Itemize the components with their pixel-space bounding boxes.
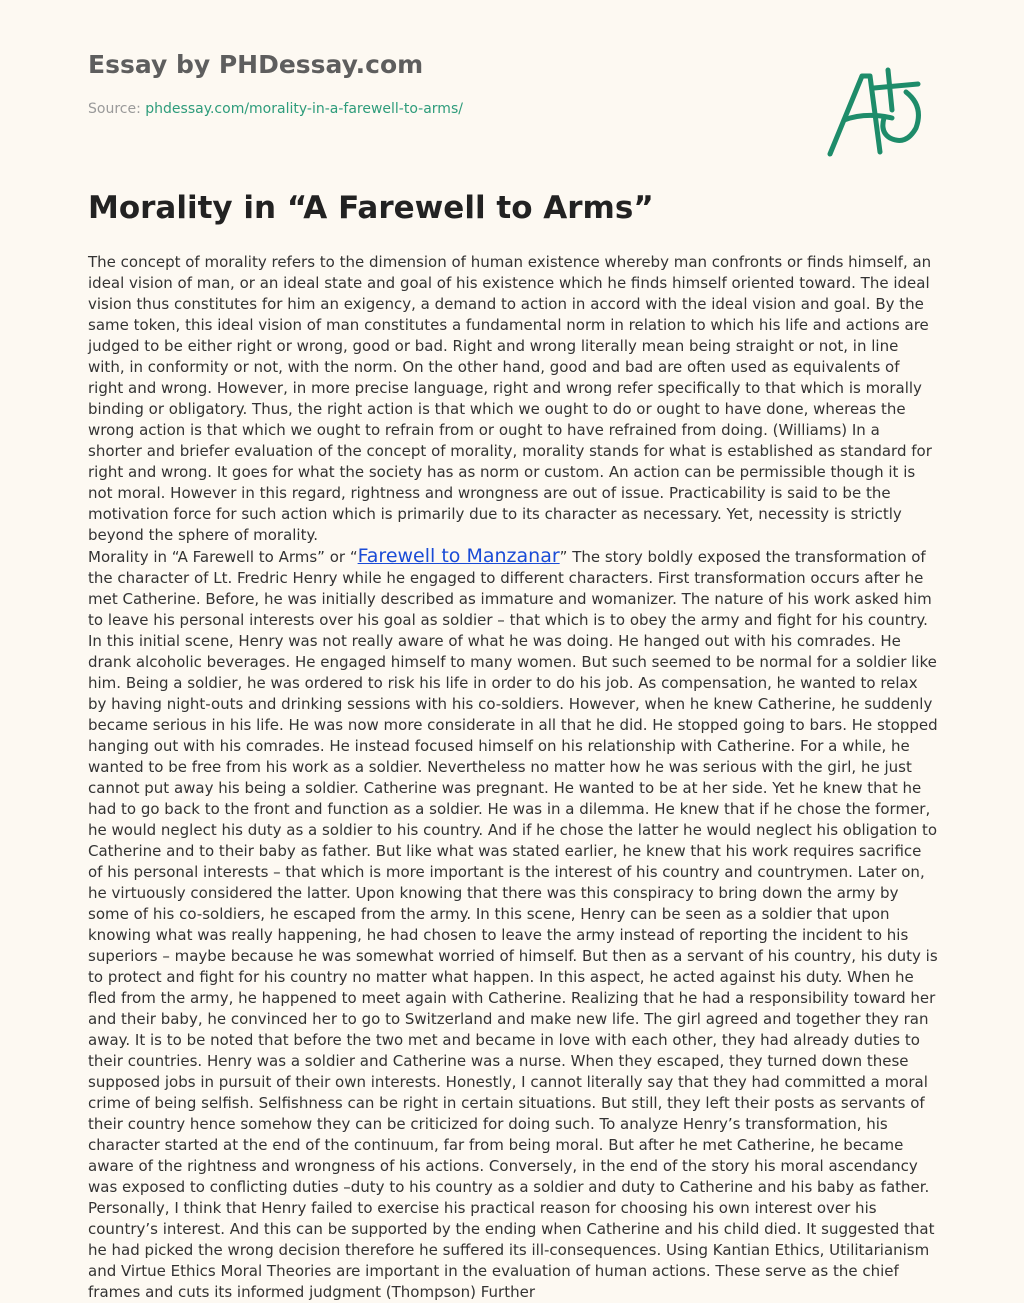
paragraph-2-text: ” The story boldly exposed the transformation of the character of Lt. Fredric Henry while he engaged to different characters. First transformation occurs after he met Catherine. Before, he was initially described as immature and womanizer. The nature of his work asked him to leave his personal interests over his goal as soldier – that which is to obey the army and fight for his country. In this initial scene, Henry was not really aware of what he was doing. He hanged out with his comrades. He drank alcoholic beverages. He engaged himself to many women. But such seemed to be normal for a soldier like him. Being a soldier, he was ordered to risk his life in order to do his job. As compensation, he wanted to relax by having night-outs and drinking sessions with his co-soldiers. However, when he knew Catherine, he suddenly became serious in his life. He was now more considerate in all that he did. He stopped going to bars. He stopped hanging out with his comrades. He instead focused himself on his relationship with Catherine. For a while, he wanted to be free from his work as a soldier. Nevertheless no matter how he was serious with the girl, he just cannot put away his being a soldier. Catherine was pregnant. He wanted to be at her side. Yet he knew that he had to go back to the front and function as a soldier. He was in a dilemma. He knew that if he chose the former, he would neglect his duty as a soldier to his country. And if he chose the latter he would neglect his obligation to Catherine and to their baby as father. But like what was stated earlier, he knew that his work requires sacrifice of his personal interests – that which is more important is the interest of his country and countrymen. Later on, he virtuously considered the latter. Upon knowing that there was this conspiracy to bring down the army by some of his co-soldiers, he escaped from the army. In this scene, Henry can be seen as a soldier that upon knowing what was really happening, he had chosen to leave the army instead of reporting the incident to his superiors – maybe because he was somewhat worried of himself. But then as a servant of his country, his duty is to protect and fight for his country no matter what happen. In this aspect, he acted against his duty. When he fled from the army, he happened to meet again with Catherine. Realizing that he had a responsibility toward her and their baby, he convinced her to go to Switzerland and make new life. The girl agreed and together they ran away. It is to be noted that before the two met and became in love with each other, they had already duties to their countries. Henry was a soldier and Catherine was a nurse. When they escaped, they turned down these supposed jobs in pursuit of their own interests. Honestly, I cannot literally say that they had committed a moral crime of being selfish. Selfishness can be right in certain situations. But still, they left their posts as servants of their country hence somehow they can be criticized for doing such. To analyze Henry’s transformation, his character started at the end of the continuum, far from being moral. But after he met Catherine, he became aware of the rightness and wrongness of his actions. Conversely, in the end of the story his moral ascendancy was exposed to conflicting duties –duty to his country as a soldier and duty to Catherine and his baby as father. Personally, I think that Henry failed to exercise his practical reason for choosing his own interest over his country’s interest. And this can be supported by the ending when Catherine and his child died. It suggested that he had picked the wrong decision therefore he suffered its ill-consequences. Using Kantian Ethics, Utilitarianism and Virtue Ethics Moral Theories are important in the evaluation of human actions. These serve as the chief frames and cuts its informed judgment (Thompson) Further xyxy=(88,548,938,1301)
site-brand: Essay by PHDessay.com xyxy=(88,50,424,79)
source-label: Source: xyxy=(88,101,146,117)
essay-title: Morality in “A Farewell to Arms” xyxy=(88,190,654,226)
farewell-to-manzanar-link[interactable]: Farewell to Manzanar xyxy=(357,545,560,567)
a-plus-logo-icon xyxy=(822,62,932,162)
source-link[interactable]: phdessay.com/morality-in-a-farewell-to-arms/ xyxy=(145,101,463,117)
source-line xyxy=(88,101,463,117)
paragraph-2 xyxy=(88,546,938,1303)
paragraph-1: The concept of morality refers to the dimension of human existence whereby man confronts or finds himself, an ideal vision of man, or an ideal state and goal of his existence which he finds himself oriented toward. The ideal vision thus constitutes for him an exigency, a demand to action in accord with the ideal vision and goal. By the same token, this ideal vision of man constitutes a fundamental norm in relation to which his life and actions are judged to be either right or wrong, good or bad. Right and wrong literally mean being straight or not, in line with, in conformity or not, with the norm. On the other hand, good and bad are often used as equivalents of right and wrong. However, in more precise language, right and wrong refer specifically to that which is morally binding or obligatory. Thus, the right action is that which we ought to do or ought to have done, whereas the wrong action is that which we ought to refrain from or ought to have refrained from doing. (Williams) In a shorter and briefer evaluation of the concept of morality, morality stands for what is established as standard for right and wrong. It goes for what the society has as norm or custom. An action can be permissible though it is not moral. However in this regard, rightness and wrongness are out of issue. Practicability is said to be the motivation force for such action which is primarily due to its character as necessary. Yet, necessity is strictly beyond the sphere of morality. xyxy=(88,253,932,544)
essay-body xyxy=(88,252,938,1301)
paragraph-2-prefix: Morality in “A Farewell to Arms” or “ xyxy=(88,548,358,566)
